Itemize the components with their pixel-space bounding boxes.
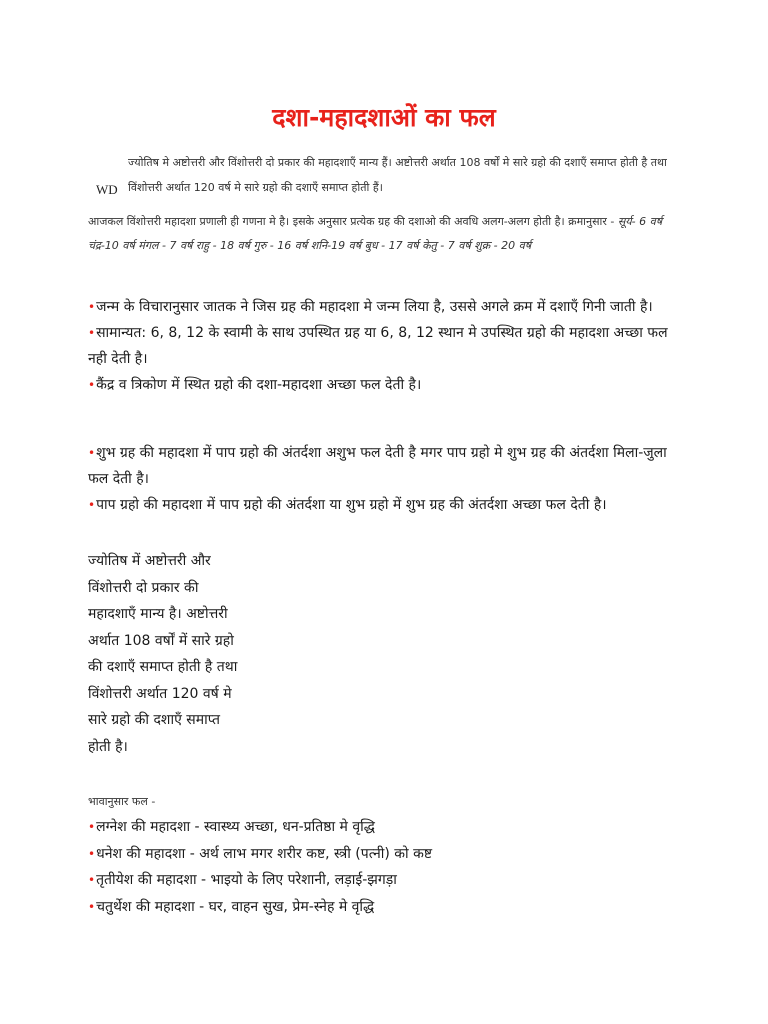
text-line: महादशाएँ मान्य है। अष्टोत्तरी (88, 606, 228, 622)
page-title: दशा-महादशाओं का फल (272, 103, 496, 132)
bullet-icon: • (88, 326, 96, 340)
bullet-icon: • (88, 498, 96, 512)
text-line: ज्योतिष में अष्टोत्तरी और (88, 553, 211, 569)
text-line: की दशाएँ समाप्त होती है तथा (88, 659, 238, 675)
source-mark: WD (96, 182, 118, 197)
bullet-icon: • (88, 378, 96, 392)
rules-group-2 (88, 440, 688, 518)
house-results-list (88, 814, 708, 920)
dasha-period-paragraph (88, 210, 688, 258)
text-line: सारे ग्रहो की दशाएँ समाप्त (88, 712, 221, 728)
text-line: विंशोत्तरी दो प्रकार की (88, 579, 199, 596)
list-item: •धनेश की महादशा - अर्थ लाभ मगर शरीर कष्ट, स्त्री (पत्नी) को कष्ट (88, 845, 433, 862)
list-item: •तृतीयेश की महादशा - भाइयो के लिए परेशानी, लड़ाई-झगड़ा (88, 872, 397, 888)
list-item: •पाप ग्रहो की महादशा में पाप ग्रहो की अंतर्दशा या शुभ ग्रहो में शुभ ग्रह की अंतर्दशा अच्छा फल देती है। (88, 497, 607, 513)
bullet-icon: • (88, 300, 96, 314)
intro-paragraph: ज्योतिष मे अष्टोत्तरी और विंशोत्तरी दो प्रकार की महादशाएँ मान्य हैं। अष्टोत्तरी अर्थात 108 वर्षों मे सारे ग्रहो की दशाएँ समाप्त होती है तथा विंशोत्तरी अर्थात 120 वर्ष मे सारे ग्रहो की दशाएँ समाप्त होती हैं। (128, 156, 667, 194)
bullet-icon: • (88, 899, 96, 914)
rules-group-1 (88, 294, 688, 398)
list-item: •सामान्यत: 6, 8, 12 के स्वामी के साथ उपस्थित ग्रह या 6, 8, 12 स्थान मे उपस्थित ग्रहो की महादशा अच्छा फल नही देती है। (88, 325, 668, 367)
list-item: •जन्म के विचारानुसार जातक ने जिस ग्रह की महादशा मे जन्म लिया है, उससे अगले क्रम में दशाएँ गिनी जाती है। (88, 299, 653, 315)
text-line: होती है। (88, 738, 128, 755)
list-item: •कैंद्र व त्रिकोण में स्थित ग्रहो की दशा-महादशा अच्छा फल देती है। (88, 377, 422, 393)
bullet-icon: • (88, 446, 96, 460)
list-item: •शुभ ग्रह की महादशा में पाप ग्रहो की अंतर्दशा अशुभ फल देती है मगर पाप ग्रहो मे शुभ ग्रह की अंतर्दशा मिला-जुला फल देती है। (88, 445, 667, 487)
section-heading: भावानुसार फल - (88, 795, 156, 808)
narrow-repeat-paragraph (88, 548, 318, 760)
bullet-icon: • (88, 846, 96, 861)
bullet-icon: • (88, 873, 96, 887)
list-item: •लग्नेश की महादशा - स्वास्थ्य अच्छा, धन-प्रतिष्ठा मे वृद्धि (88, 819, 375, 835)
dasha-period-lead: आजकल विंशोत्तरी महादशा प्रणाली ही गणना मे है। इसके अनुसार प्रत्येक ग्रह की दशाओ की अवधि अलग-अलग होती है। क्रमानुसार - (88, 215, 618, 228)
text-line: अर्थात 108 वर्षों में सारे ग्रहो (88, 632, 234, 649)
bullet-icon: • (88, 820, 96, 834)
list-item: •चतुर्थेश की महादशा - घर, वाहन सुख, प्रेम-स्नेह मे वृद्धि (88, 898, 375, 915)
text-line: विंशोत्तरी अर्थात 120 वर्ष मे (88, 685, 232, 702)
dasha-period-list: सूर्य- 6 वर्ष चंद्र-10 वर्ष मंगल - 7 वर्ष राहु - 18 वर्ष गुरु - 16 वर्ष शनि-19 वर्ष बुध - 17 वर्ष केतु - 7 वर्ष शुक्र - 20 वर्ष (88, 215, 663, 252)
